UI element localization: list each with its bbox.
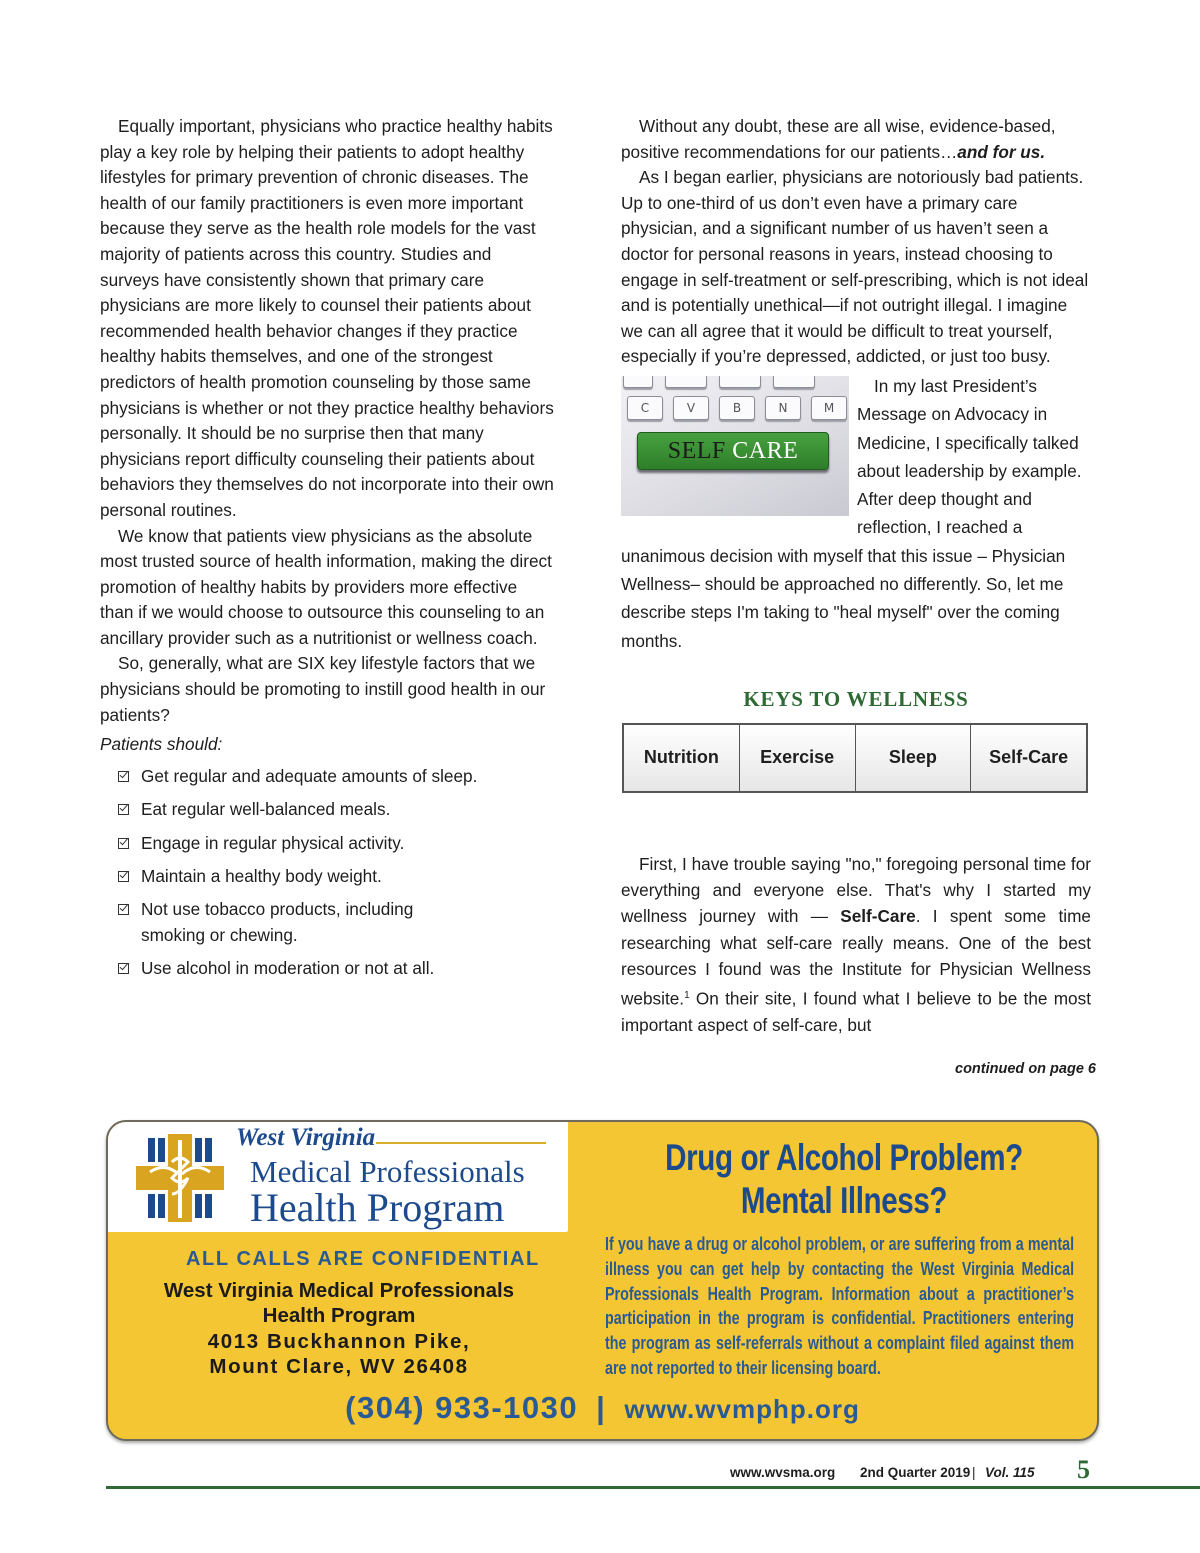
checklist-item xyxy=(118,831,555,857)
program-address xyxy=(108,1278,570,1380)
address-line: Health Program xyxy=(262,1304,416,1328)
keyboard-key-v: V xyxy=(673,396,709,420)
checklist-text: Eat regular well-balanced meals. xyxy=(141,799,391,820)
key-sleep: Sleep xyxy=(856,725,972,791)
checkbox-icon xyxy=(118,838,129,849)
wvmphp-advertisement xyxy=(106,1120,1099,1441)
paragraph-text: On their site, I found what I believe to be the most important aspect of self-care, but xyxy=(621,988,1091,1035)
checklist-item xyxy=(118,764,555,790)
keyboard-key xyxy=(719,376,761,388)
paragraph: So, generally, what are SIX key lifestyle factors that we physicians should be promoting to instill good health in our patients? xyxy=(100,653,546,725)
website-link[interactable]: www.wvmphp.org xyxy=(624,1394,860,1424)
paragraph-text: . I spent some time researching what self-care really means. One of the best resources I found was the Institute for Physician Wellness website. xyxy=(621,906,1091,1009)
footer-separator: | xyxy=(972,1465,976,1480)
footer-volume: Vol. 115 xyxy=(985,1465,1035,1480)
checkbox-icon xyxy=(118,871,129,882)
address-line: Mount Clare, WV 26408 xyxy=(209,1355,469,1379)
keyboard-key-c: C xyxy=(627,396,663,420)
logo-text-medical-professionals: Medical Professionals xyxy=(250,1154,525,1189)
checklist-item xyxy=(118,864,555,890)
self-care-word1: SELF xyxy=(667,437,726,464)
footer-quarter: 2nd Quarter 2019 xyxy=(860,1465,971,1480)
checklist-text: Engage in regular physical activity. xyxy=(141,832,405,853)
footer-website[interactable]: www.wvsma.org xyxy=(730,1465,836,1480)
checkbox-icon xyxy=(118,804,129,815)
self-care-image xyxy=(621,376,849,526)
wvmphp-logo xyxy=(108,1122,568,1232)
lifestyle-checklist xyxy=(100,764,555,982)
self-care-word2: CARE xyxy=(732,437,799,464)
paragraph: Equally important, physicians who practice healthy habits play a key role by helping their patients to adopt healthy lifestyles for primary prevention of chronic diseases. The health of our family practitioners is even more important because they serve as the health role models for the vast majority of patients across this country. Studies and surveys have consistently shown that primary care physicians are more likely to counsel their patients about recommended health behavior changes if they practice healthy habits themselves, and one of the strongest predictors of health promotion counseling by those same physicians is whether or not they practice healthy behaviors personally. It should be no surprise then that many physicians report difficulty counseling their patients about behaviors they themselves do not incorporate into their own personal routines. xyxy=(100,116,554,520)
keyboard-key-b: B xyxy=(719,396,755,420)
paragraph: In my last President’s Message on Advocacy in Medicine, I specifically talked about leadership by example. After deep thought and reflection, I reached a unanimous decision with myself that this issue – Physician Wellness– should be approached no differently. So, let me describe steps I'm taking to "heal myself" over the coming months. xyxy=(621,375,1082,651)
medical-cross-icon xyxy=(130,1132,230,1224)
logo-text-west-virginia: West Virginia xyxy=(236,1124,376,1151)
footer-rule xyxy=(106,1486,1200,1489)
key-exercise: Exercise xyxy=(740,725,856,791)
keyboard-key-m: M xyxy=(811,396,847,420)
paragraph: We know that patients view physicians as the absolute most trusted source of health information, making the direct promotion of healthy habits by providers more effective than if we would choose to outsource this counseling to an ancillary provider such as a nutritionist or wellness coach. xyxy=(100,525,552,648)
logo-text-health-program: Health Program xyxy=(250,1185,505,1230)
ad-headline xyxy=(652,1136,1036,1222)
right-column xyxy=(621,114,1091,1038)
paragraph xyxy=(621,851,1091,1039)
keyboard-key-n: N xyxy=(765,396,801,420)
paragraph-text: First, I have trouble saying "no," foregoing personal time for everything and everyone else. That's why I started my wellness journey with — xyxy=(621,853,1091,927)
separator: | xyxy=(596,1390,607,1425)
continued-note: continued on page 6 xyxy=(955,1061,1096,1077)
emphasis-text: and for us. xyxy=(957,141,1046,162)
checklist-text: Not use tobacco products, including smoking or chewing. xyxy=(141,899,414,945)
paragraph xyxy=(621,114,1091,165)
keyboard-key xyxy=(773,376,815,388)
checklist-text: Use alcohol in moderation or not at all. xyxy=(141,958,435,979)
ad-body-text: If you have a drug or alcohol problem, or are suffering from a mental illness you can get help by contacting the West Virginia Medical Professionals Health Program. Information about a practitioner’s participation in the program is confidential. Practitioners entering the program as self-referrals without a complaint filed against them are not reported to their licensing board. xyxy=(605,1234,1075,1378)
checklist-text: Get regular and adequate amounts of sleep. xyxy=(141,765,478,786)
checkbox-icon xyxy=(118,771,129,782)
checklist-item xyxy=(118,897,461,948)
self-care-key xyxy=(637,432,829,470)
checklist-lead: Patients should: xyxy=(100,734,223,755)
keys-to-wellness-title: KEYS TO WELLNESS xyxy=(743,686,969,711)
checklist-item xyxy=(118,797,555,823)
address-line: West Virginia Medical Professionals xyxy=(163,1279,515,1302)
keyboard-photo xyxy=(621,376,849,516)
headline-line: Drug or Alcohol Problem? xyxy=(665,1137,1023,1178)
logo-divider xyxy=(376,1142,546,1144)
checklist-item xyxy=(118,956,555,982)
key-self-care: Self-Care xyxy=(989,746,1069,767)
left-column xyxy=(100,114,555,990)
keys-to-wellness-table xyxy=(622,723,1088,793)
confidential-notice: ALL CALLS ARE CONFIDENTIAL xyxy=(186,1248,540,1270)
paragraph: As I began earlier, physicians are notoriously bad patients. Up to one-third of us don’t even have a primary care physician, and a significant number of us haven’t seen a doctor for personal reasons in years, instead choosing to engage in self-treatment or self-prescribing, which is not ideal and is potentially unethical—if not outright illegal. I imagine we can all agree that it would be difficult to treat yourself, especially if you’re depressed, addicted, or just too busy. xyxy=(621,167,1089,367)
headline-line: Mental Illness? xyxy=(740,1180,948,1221)
checklist-text: Maintain a healthy body weight. xyxy=(141,866,382,887)
wrap-section xyxy=(621,372,1091,655)
key-nutrition: Nutrition xyxy=(624,725,740,791)
keyboard-key xyxy=(623,376,653,388)
checkbox-icon xyxy=(118,904,129,915)
ad-contact-line xyxy=(108,1390,1097,1426)
paragraph-text: Without any doubt, these are all wise, evidence-based, positive recommendations for our patients… xyxy=(621,116,1056,162)
footnote-reference: 1 xyxy=(684,989,690,1001)
address-line: 4013 Buckhannon Pike, xyxy=(207,1329,471,1353)
bold-text: Self-Care xyxy=(840,906,916,927)
page-number: 5 xyxy=(1077,1455,1090,1484)
checkbox-icon xyxy=(118,963,129,974)
phone-number[interactable]: (304) 933-1030 xyxy=(345,1390,579,1425)
keyboard-key xyxy=(665,376,707,388)
